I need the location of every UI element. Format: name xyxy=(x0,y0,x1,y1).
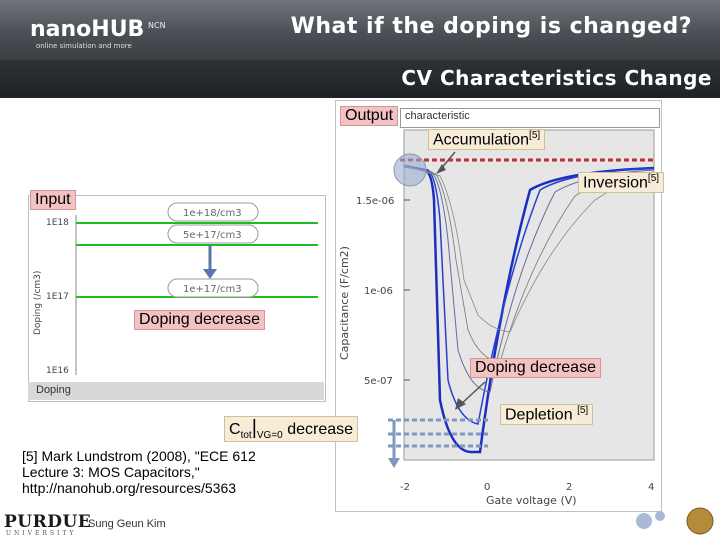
output-panel-header-text: characteristic xyxy=(405,110,470,122)
ytick-label: 1e-06 xyxy=(364,286,393,297)
doping-tick: 1E17 xyxy=(46,292,69,302)
depletion-text: Depletion xyxy=(505,406,573,424)
output-tag: Output xyxy=(340,106,398,126)
xtick-label: -2 xyxy=(400,482,410,493)
ncn-molecule-icon xyxy=(655,511,665,521)
slide-title: What if the doping is changed? xyxy=(290,14,692,39)
cv-xlabel: Gate voltage (V) xyxy=(486,494,577,507)
slide-subtitle: CV Characteristics Change xyxy=(401,66,712,90)
logo-tagline: online simulation and more xyxy=(36,42,132,50)
ncn-footer-logo xyxy=(632,506,716,536)
accumulation-text: Accumulation xyxy=(433,131,530,149)
doping-box-1-text: 1e+18/cm3 xyxy=(183,208,242,219)
reference-line-2: Lecture 3: MOS Capacitors," xyxy=(22,464,200,480)
accumulation-ref: [5] xyxy=(529,130,541,141)
inversion-tag xyxy=(578,172,664,193)
purdue-logo-sub: UNIVERSITY xyxy=(6,530,77,537)
depletion-ref: [5] xyxy=(577,405,589,416)
doping-plot xyxy=(28,195,324,400)
ytick-label: 5e-07 xyxy=(364,376,393,387)
author-name: Sung Geun Kim xyxy=(88,518,166,530)
doping-decrease-left-tag: Doping decrease xyxy=(134,310,265,330)
inversion-ref: [5] xyxy=(647,173,660,184)
arrow-head xyxy=(203,269,217,279)
doping-decrease-right-tag: Doping decrease xyxy=(470,358,601,378)
ctot-arrow-head xyxy=(388,458,400,468)
ctot-sub: tot xyxy=(240,430,252,442)
accumulation-tag xyxy=(428,129,545,150)
ncn-molecule-icon xyxy=(636,513,652,529)
logo-text: nanoHUB xyxy=(30,17,145,42)
doping-bottom-label: Doping xyxy=(36,384,71,396)
doping-tick: 1E18 xyxy=(46,218,69,228)
accumulation-highlight xyxy=(394,154,426,186)
doping-ylabel: Doping (/cm3) xyxy=(33,270,43,335)
inversion-text: Inversion xyxy=(583,174,648,192)
logo-ncn: NCN xyxy=(148,21,166,30)
doping-tick: 1E16 xyxy=(46,366,69,376)
ctot-c: C xyxy=(229,421,241,438)
reference-line-3: http://nanohub.org/resources/5363 xyxy=(22,480,237,496)
doping-box-2-text: 5e+17/cm3 xyxy=(183,230,242,241)
xtick-label: 2 xyxy=(566,482,573,493)
xtick-label: 0 xyxy=(484,482,491,493)
cv-ylabel: Capacitance (F/cm2) xyxy=(338,246,351,360)
xtick-label: 4 xyxy=(648,482,655,493)
doping-bottom-bar xyxy=(28,382,324,400)
depletion-tag xyxy=(500,404,593,425)
doping-box-3-text: 1e+17/cm3 xyxy=(183,284,242,295)
ctot-cond: VG=0 xyxy=(256,430,283,442)
purdue-logo: PURDUE xyxy=(4,512,92,532)
ctot-tag: $C_{tot}|_{VG=0}$ decrease xyxy=(224,416,358,442)
reference-line-1: [5] Mark Lundstrom (2008), "ECE 612 xyxy=(22,448,256,464)
ncn-seal-icon xyxy=(687,508,713,534)
reference-text xyxy=(22,448,342,496)
input-tag: Input xyxy=(30,190,76,210)
ytick-label: 1.5e-06 xyxy=(356,196,395,207)
ctot-tail: decrease xyxy=(282,421,354,438)
